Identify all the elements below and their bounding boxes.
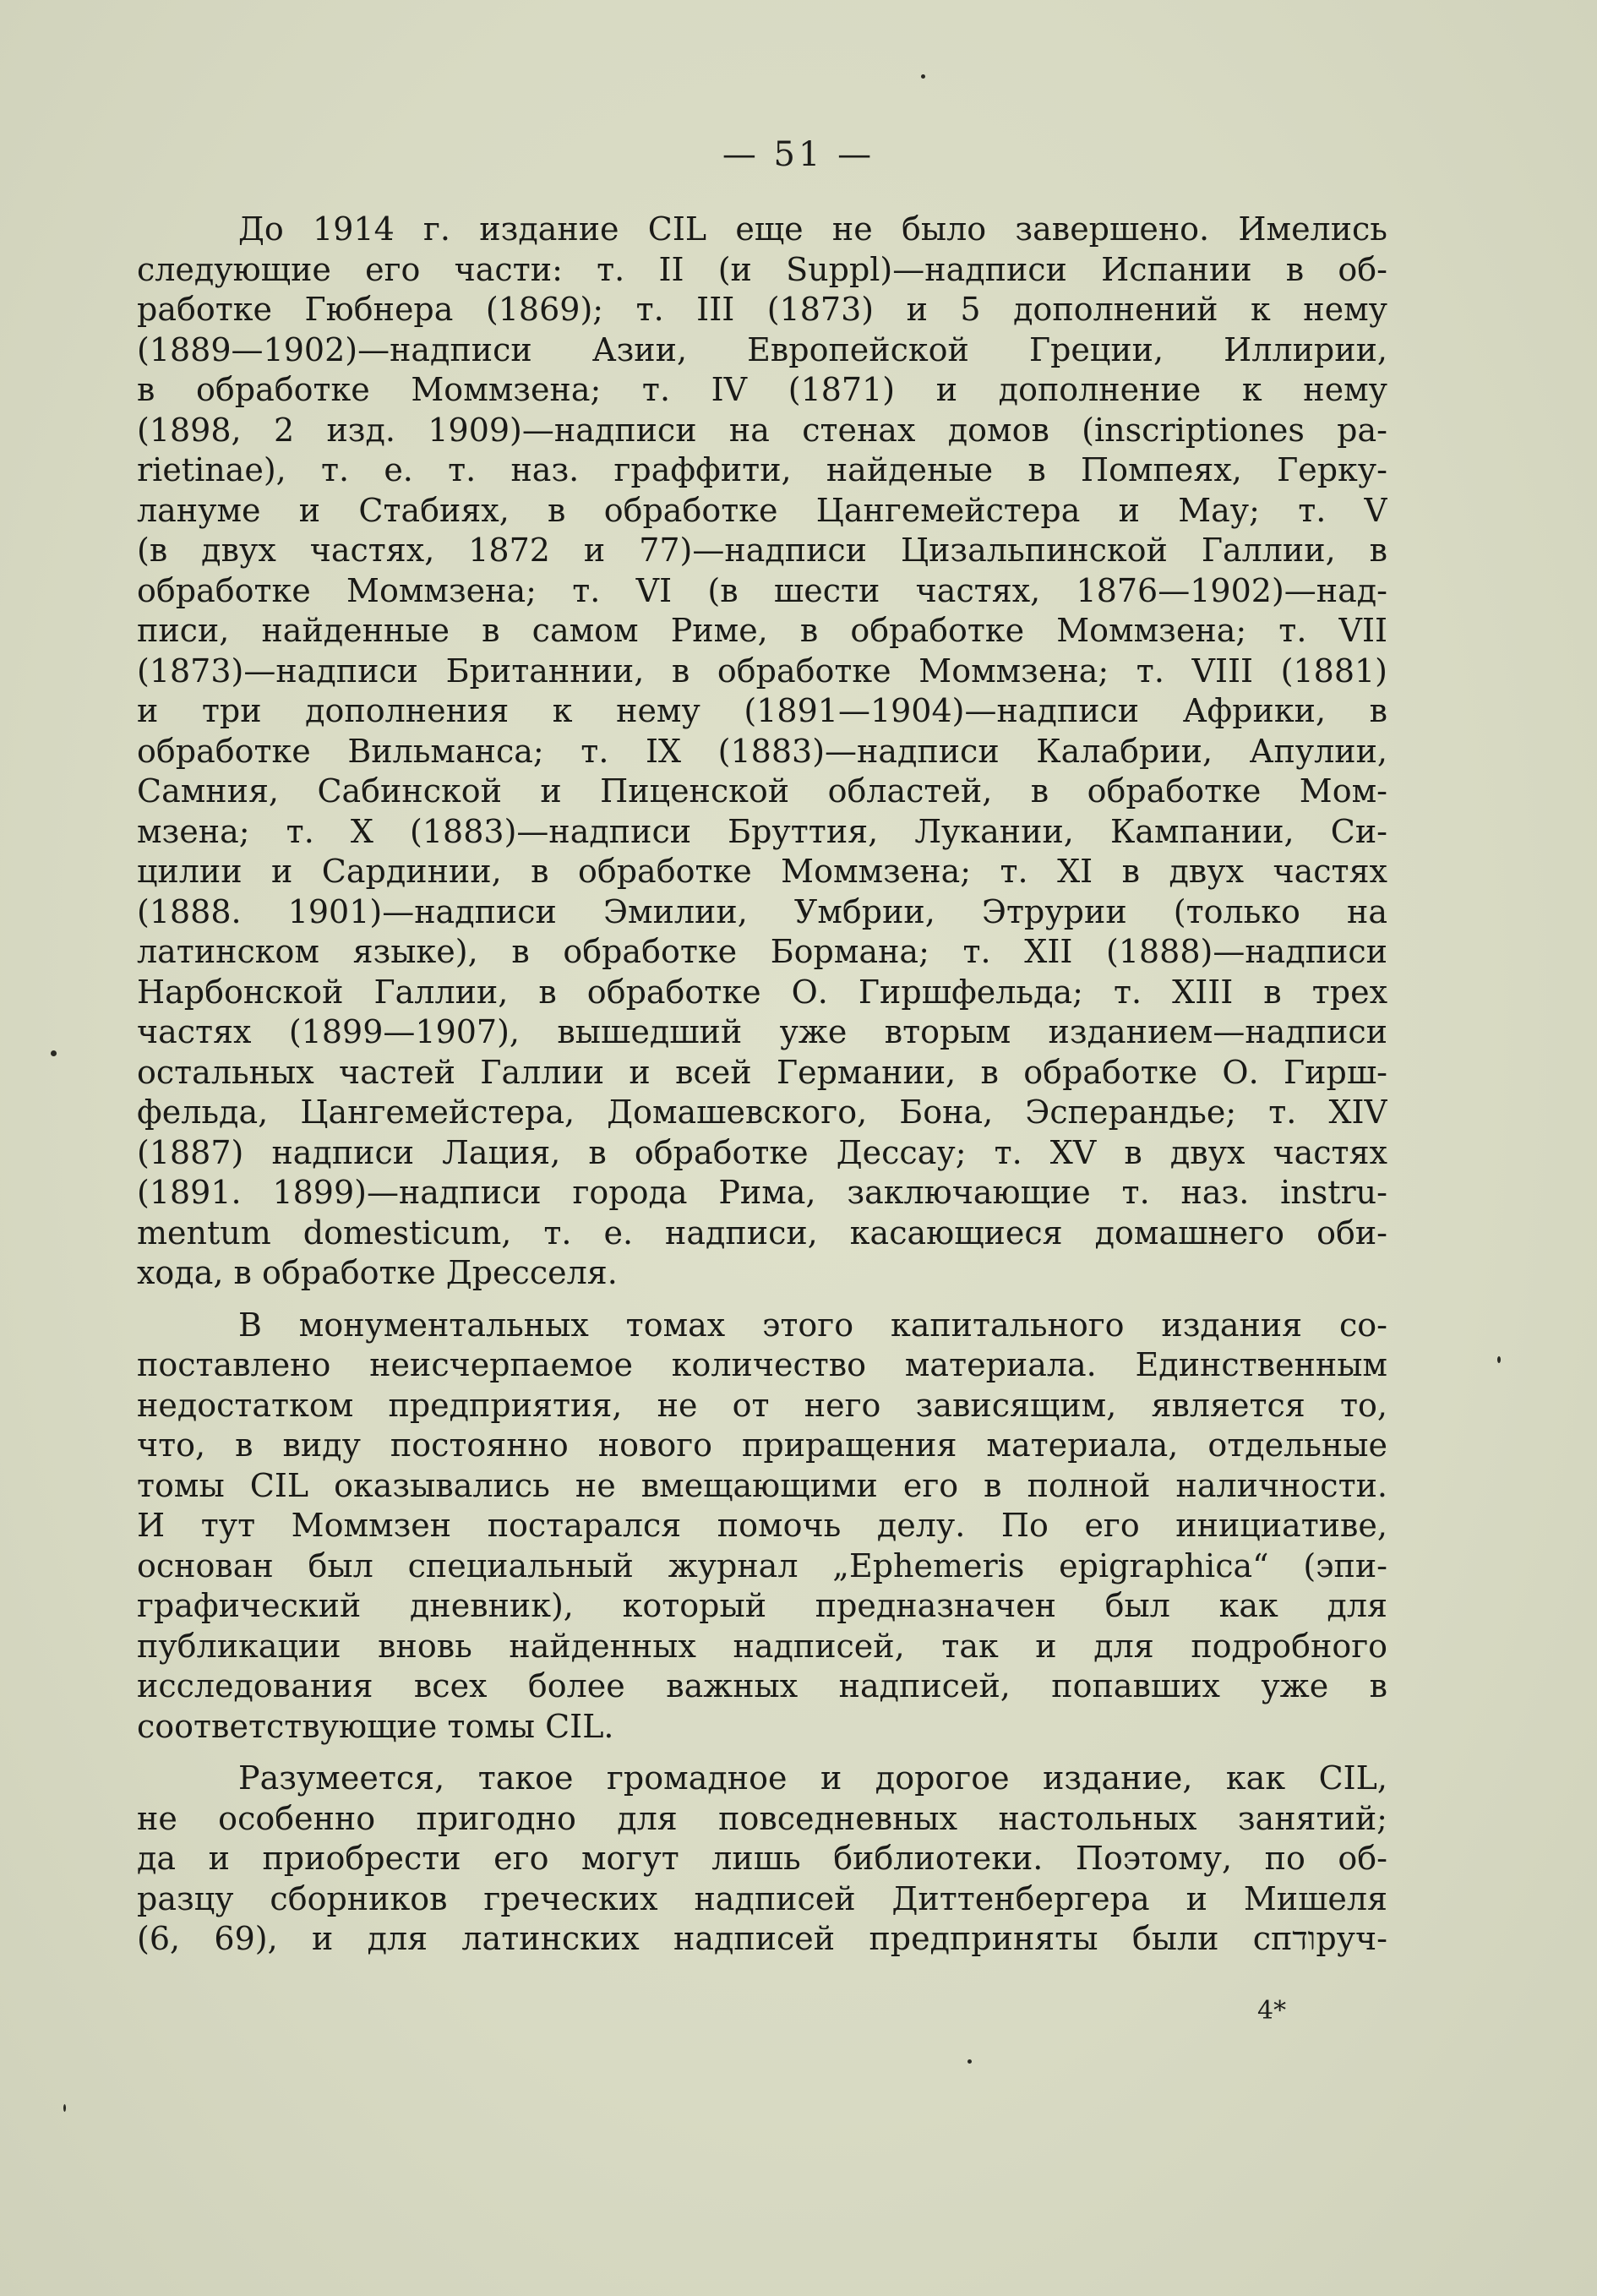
text-line: До 1914 г. издание CIL еще не было завершено. Имелись <box>238 210 1387 248</box>
ink-speck <box>63 2104 66 2112</box>
text-line: (1888. 1901)—надписи Эмилии, Умбрии, Этрурии (только на <box>137 892 1387 930</box>
paragraph-1 <box>137 210 1387 1294</box>
text-line: лануме и Стабиях, в обработке Цангемейстера и Мау; т. V <box>137 491 1387 529</box>
text-line: соответствующие томы CIL. <box>137 1707 614 1745</box>
ink-speck <box>1497 1356 1501 1363</box>
text-line: поставлено неисчерпаемое количество материала. Единственным <box>137 1346 1387 1383</box>
paragraph-3 <box>137 1759 1387 1960</box>
text-line: разцу сборников греческих надписей Диттенбергера и Мишеля <box>137 1879 1387 1917</box>
text-line: В монументальных томах этого капитального издания со- <box>238 1306 1387 1344</box>
text-line: (1887) надписи Лация, в обработке Дессау; т. XV в двух частях <box>137 1133 1387 1171</box>
text-line: латинском языке), в обработке Бормана; т. XII (1888)—надписи <box>137 933 1387 970</box>
text-line: недостатком предприятия, не от него зависящим, является то, <box>137 1386 1387 1424</box>
text-line: писи, найденные в самом Риме, в обработке Моммзена; т. VII <box>137 612 1387 649</box>
ink-speck <box>967 2059 972 2064</box>
text-line: что, в виду постоянно нового приращения материала, отдельные <box>137 1426 1387 1464</box>
text-line: и три дополнения к нему (1891—1904)—надписи Африки, в <box>137 692 1387 729</box>
text-line: обработке Вильманса; т. IX (1883)—надписи Калабрии, Апулии, <box>137 732 1387 770</box>
text-line: цилии и Сардинии, в обработке Моммзена; т. XI в двух частях <box>137 853 1387 890</box>
text-line: следующие его части: т. II (и Suppl)—надписи Испании в об- <box>137 250 1387 288</box>
text-line: в обработке Моммзена; т. IV (1871) и дополнение к нему <box>137 371 1387 408</box>
text-line: обработке Моммзена; т. VI (в шести частях, 1876—1902)—над- <box>137 571 1387 609</box>
text-line: не особенно пригодно для повседневных настольных занятий; <box>137 1799 1387 1837</box>
page-number: — 51 — <box>722 135 875 174</box>
text-line: mentum domesticum, т. е. надписи, касающиеся домашнего оби- <box>137 1213 1387 1252</box>
text-line: (1898, 2 изд. 1909)—надписи на стенах домов (inscriptiones pa- <box>137 411 1387 449</box>
text-line: да и приобрести его могут лишь библиотеки. Поэтому, по об- <box>137 1840 1387 1877</box>
ink-speck <box>51 1050 57 1056</box>
text-line: (в двух частях, 1872 и 77)—надписи Цизальпинской Галлии, в <box>137 532 1387 569</box>
text-line: (1889—1902)—надписи Азии, Европейской Греции, Иллирии, <box>137 330 1387 368</box>
text-line: работке Гюбнера (1869); т. III (1873) и 5 дополнений к нему <box>137 291 1387 328</box>
paragraph-2 <box>137 1306 1387 1748</box>
text-line: частях (1899—1907), вышедший уже вторым изданием—надписи <box>137 1013 1387 1050</box>
text-line: (1873)—надписи Британнии, в обработке Моммзена; т. VIII (1881) <box>137 652 1387 690</box>
text-line: Нарбонской Галлии, в обработке О. Гиршфельда; т. XIII в трех <box>137 973 1387 1011</box>
ink-speck <box>921 74 925 79</box>
text-line: И тут Моммзен постарался помочь делу. По его инициативе, <box>137 1507 1387 1544</box>
text-line: фельда, Цангемейстера, Домашевского, Бона, Эсперандье; т. XIV <box>137 1093 1387 1131</box>
text-line: основан был специальный журнал „Ephemeris epigraphica“ (эпи- <box>137 1546 1387 1584</box>
text-line: остальных частей Галлии и всей Германии, в обработке О. Гирш- <box>137 1053 1387 1091</box>
text-line: Самния, Сабинской и Пиценской областей, в обработке Мом- <box>137 772 1387 810</box>
body-text <box>137 210 1387 1960</box>
text-line: хода, в обработке Дресселя. <box>137 1254 618 1291</box>
text-line: мзена; т. X (1883)—надписи Бруттия, Лукании, Кампании, Си- <box>137 812 1387 850</box>
text-line: графический дневник), который предназначен был как для <box>137 1587 1387 1624</box>
text-line: (6, 69), и для латинских надписей предприняты были спודруч- <box>137 1920 1387 1957</box>
text-line: томы CIL оказывались не вмещающими его в полной наличности. <box>137 1466 1387 1504</box>
text-line: Разумеется, такое громадное и дорогое издание, как CIL, <box>238 1759 1387 1797</box>
text-line: публикации вновь найденных надписей, так и для подробного <box>137 1627 1387 1665</box>
text-line: (1891. 1899)—надписи города Рима, заключающие т. наз. instru- <box>137 1174 1387 1211</box>
signature-mark: 4* <box>1257 1996 1287 2026</box>
text-line: исследования всех более важных надписей, попавших уже в <box>137 1667 1387 1704</box>
text-line: rietinae), т. е. т. наз. граффити, найденые в Помпеях, Герку- <box>137 451 1387 488</box>
